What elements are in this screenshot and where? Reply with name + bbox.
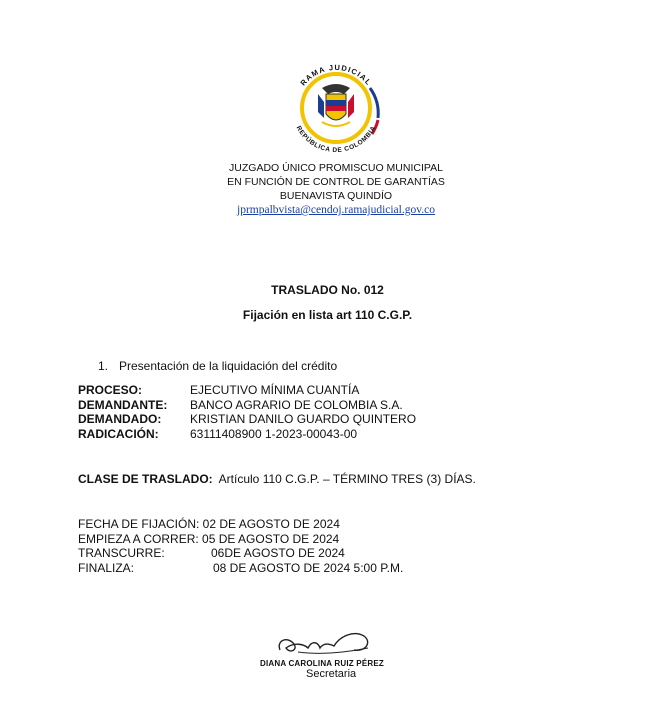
coat-of-arms-icon xyxy=(318,84,354,126)
court-function: EN FUNCIÓN DE CONTROL DE GARANTÍAS xyxy=(227,176,445,188)
fecha-fijacion: FECHA DE FIJACIÓN: 02 DE AGOSTO DE 2024 xyxy=(78,517,340,531)
field-label: RADICACIÓN: xyxy=(78,426,159,441)
handwritten-signature xyxy=(268,622,378,662)
field-label: DEMANDANTE: xyxy=(78,397,168,412)
court-email-link[interactable]: jprmpalbvista@cendoj.ramajudicial.gov.co xyxy=(237,204,435,216)
field-value: 63111408900 1-2023-00043-00 xyxy=(190,426,358,441)
transcurre-label: TRANSCURRE: xyxy=(78,546,165,560)
field-row-demandado xyxy=(78,412,416,427)
clase-traslado xyxy=(78,472,476,486)
dates-block xyxy=(78,517,403,575)
document-title: TRASLADO No. 012 xyxy=(271,283,384,297)
signatory-role: Secretaria xyxy=(306,668,357,680)
field-value: EJECUTIVO MÍNIMA CUANTÍA xyxy=(190,383,360,397)
finaliza-row xyxy=(78,561,403,576)
rama-judicial-seal xyxy=(278,58,394,158)
seal-text-top: RAMA JUDICIAL xyxy=(298,62,374,88)
transcurre-value: 06DE AGOSTO DE 2024 xyxy=(211,546,345,560)
field-row-demandante xyxy=(78,398,416,413)
transcurre-row xyxy=(78,546,403,561)
field-value: BANCO AGRARIO DE COLOMBIA S.A. xyxy=(190,397,403,412)
court-location: BUENAVISTA QUINDÍO xyxy=(279,190,393,202)
seal-text-bottom: REPÚBLICA DE COLOMBIA xyxy=(294,124,378,155)
empieza-correr: EMPIEZA A CORRER: 05 DE AGOSTO DE 2024 xyxy=(78,531,340,546)
field-row-radicacion xyxy=(78,427,416,442)
field-label: PROCESO: xyxy=(78,383,143,397)
field-label: DEMANDADO: xyxy=(78,412,162,426)
finaliza-value: 08 DE AGOSTO DE 2024 5:00 P.M. xyxy=(213,560,404,575)
document-subtitle: Fijación en lista art 110 C.G.P. xyxy=(242,308,413,322)
finaliza-label: FINALIZA: xyxy=(78,560,135,575)
list-item-text: Presentación de la liquidación del crédito xyxy=(119,359,338,373)
court-header xyxy=(0,161,655,217)
court-name: JUZGADO ÚNICO PROMISCUO MUNICIPAL xyxy=(229,162,443,174)
case-fields xyxy=(78,383,416,441)
field-value: KRISTIAN DANILO GUARDO QUINTERO xyxy=(190,412,417,426)
field-row-proceso xyxy=(78,383,416,398)
signatory-name: DIANA CAROLINA RUIZ PÉREZ xyxy=(260,659,384,668)
list-item xyxy=(98,359,337,373)
clase-value: Artículo 110 C.G.P. – TÉRMINO TRES (3) DÍAS. xyxy=(218,472,476,486)
list-item-number: 1. xyxy=(98,359,109,373)
clase-label: CLASE DE TRASLADO: xyxy=(78,472,213,486)
